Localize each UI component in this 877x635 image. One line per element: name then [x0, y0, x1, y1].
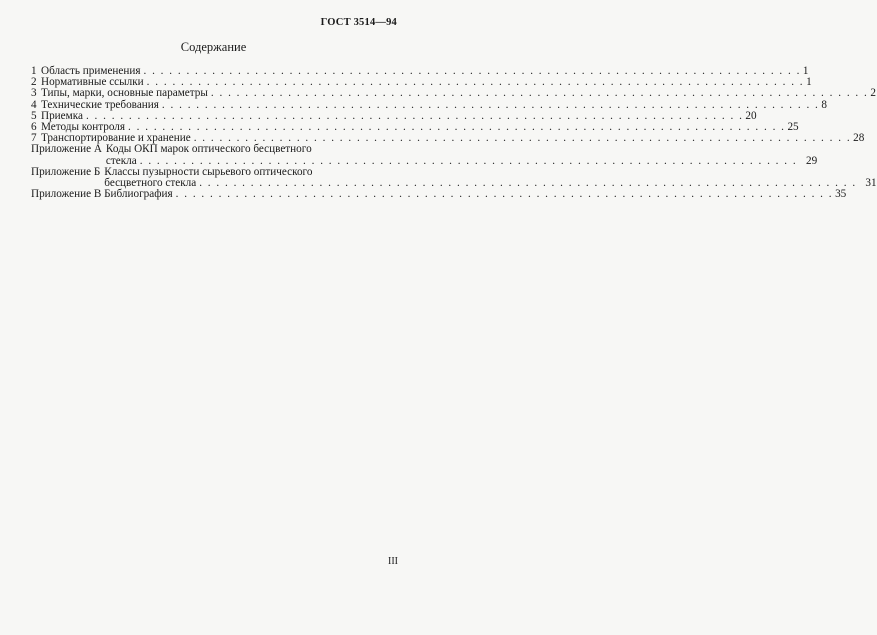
toc-entry-label: Технические требования [41, 98, 159, 111]
toc-entry-label: Область применения [41, 65, 141, 77]
toc-entry-page: 1 [806, 76, 812, 89]
appendix-page: 35 [835, 188, 847, 201]
appendix-page: 31 [865, 176, 877, 189]
appendix-prefix: Приложение В [31, 188, 102, 201]
page-number: III [388, 556, 398, 567]
toc-appendix-v [31, 188, 847, 201]
appendix-prefix: Приложение Б [31, 165, 101, 178]
toc-entry-number: 4 [31, 98, 37, 111]
appendix-title-line2: стекла [105, 154, 137, 167]
toc-entry-number: 6 [31, 120, 37, 133]
toc-entry-number: 2 [31, 76, 37, 89]
toc-entry-number: 5 [31, 109, 37, 122]
toc-entry-label: Транспортирование и хранение [41, 132, 191, 145]
toc-entry-label: Типы, марки, основные параметры [41, 87, 208, 100]
toc-entry-page: 2 [870, 87, 876, 100]
toc-entry-page: 1 [802, 65, 809, 77]
toc-entry-label: Приемка [41, 109, 83, 122]
appendix-title-line1: Классы пузырности сырьевого оптического [104, 165, 313, 178]
toc-entry-page: 8 [821, 98, 827, 111]
toc-entry-page: 20 [745, 109, 757, 122]
toc-appendix-a [31, 143, 818, 167]
appendix-title-line1: Библиография [104, 188, 173, 201]
toc-entry-number: 1 [31, 65, 37, 77]
toc-entry-page: 28 [853, 132, 865, 145]
appendix-page: 29 [805, 154, 818, 167]
appendix-title-line2: бесцветного стекла [104, 176, 197, 189]
dot-leader [211, 88, 868, 99]
toc-entry-page: 25 [787, 120, 799, 133]
toc-entry-number: 7 [31, 132, 37, 145]
toc-entry-label: Методы контроля [41, 120, 126, 133]
table-of-contents [31, 65, 877, 201]
document-header: ГОСТ 3514—94 [320, 17, 397, 28]
toc-entry-number: 3 [31, 87, 37, 100]
dot-leader [176, 189, 833, 200]
appendix-title-line1: Коды ОКП марок оптического бесцветного [105, 143, 312, 156]
toc-appendix-b [31, 165, 877, 189]
toc-entry-label: Нормативные ссылки [41, 76, 144, 89]
appendix-prefix: Приложение А [31, 143, 102, 156]
page-title: Содержание [180, 40, 247, 54]
